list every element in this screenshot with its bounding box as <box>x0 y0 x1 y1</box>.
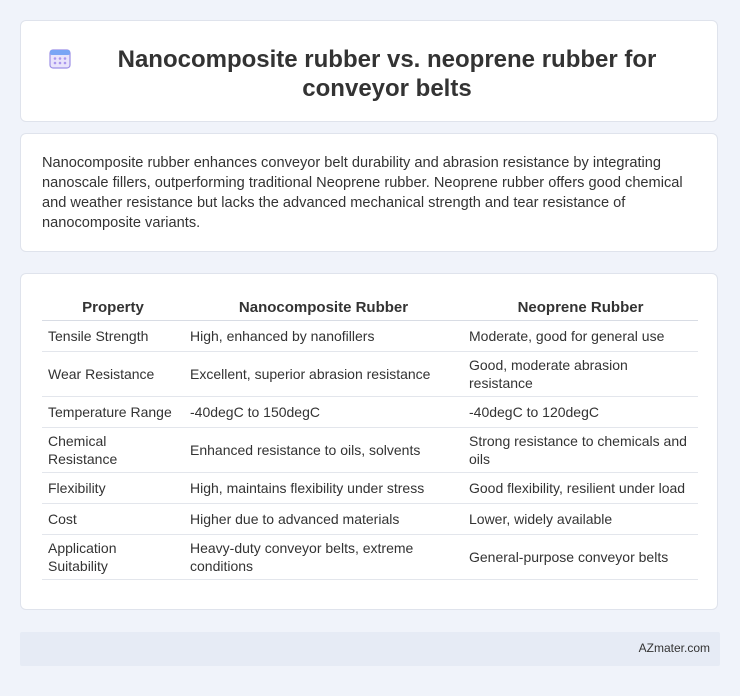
table-cell-nanocomposite: -40degC to 150degC <box>184 397 463 428</box>
table-row <box>42 428 698 473</box>
table-row <box>42 535 698 580</box>
footer-bar <box>20 632 720 666</box>
table-cell-neoprene: Good, moderate abrasion resistance <box>463 352 698 397</box>
title-card <box>20 20 718 122</box>
table-cell-property: Tensile Strength <box>42 321 184 352</box>
table-cell-nanocomposite: High, maintains flexibility under stress <box>184 473 463 504</box>
table-cell-nanocomposite: High, enhanced by nanofillers <box>184 321 463 352</box>
table-cell-property: Temperature Range <box>42 397 184 428</box>
table-cell-nanocomposite: Enhanced resistance to oils, solvents <box>184 428 463 473</box>
table-cell-neoprene: Lower, widely available <box>463 504 698 535</box>
table-row <box>42 397 698 428</box>
footer-brand: AZmater.com <box>638 641 710 655</box>
table-row <box>42 504 698 535</box>
table-cell-property: Cost <box>42 504 184 535</box>
column-header-neoprene: Neoprene Rubber <box>463 294 698 321</box>
table-cell-property: Application Suitability <box>42 535 184 580</box>
page-title: Nanocomposite rubber vs. neoprene rubber for conveyor belts <box>117 46 657 102</box>
table-cell-neoprene: Strong resistance to chemicals and oils <box>463 428 698 473</box>
table-cell-nanocomposite: Excellent, superior abrasion resistance <box>184 352 463 397</box>
table-cell-property: Chemical Resistance <box>42 428 184 473</box>
table-row <box>42 352 698 397</box>
table-header-row <box>42 294 698 321</box>
table-cell-nanocomposite: Higher due to advanced materials <box>184 504 463 535</box>
table-cell-property: Wear Resistance <box>42 352 184 397</box>
table-cell-neoprene: Moderate, good for general use <box>463 321 698 352</box>
summary-card <box>20 133 718 252</box>
comparison-table <box>42 294 698 580</box>
table-cell-property: Flexibility <box>42 473 184 504</box>
table-row <box>42 473 698 504</box>
summary-text: Nanocomposite rubber enhances conveyor belt durability and abrasion resistance by integrating nanoscale fillers, outperforming traditional Neoprene rubber. Neoprene rubber offers good chemical and weather resistance but lacks the advanced mechanical strength and tear resistance of nanocomposite variants. <box>42 155 683 231</box>
column-header-property: Property <box>42 294 184 321</box>
comparison-table-card <box>20 273 718 610</box>
table-cell-neoprene: General-purpose conveyor belts <box>463 535 698 580</box>
table-cell-neoprene: Good flexibility, resilient under load <box>463 473 698 504</box>
table-cell-nanocomposite: Heavy-duty conveyor belts, extreme conditions <box>184 535 463 580</box>
table-row <box>42 321 698 352</box>
table-cell-neoprene: -40degC to 120degC <box>463 397 698 428</box>
column-header-nanocomposite: Nanocomposite Rubber <box>184 294 463 321</box>
